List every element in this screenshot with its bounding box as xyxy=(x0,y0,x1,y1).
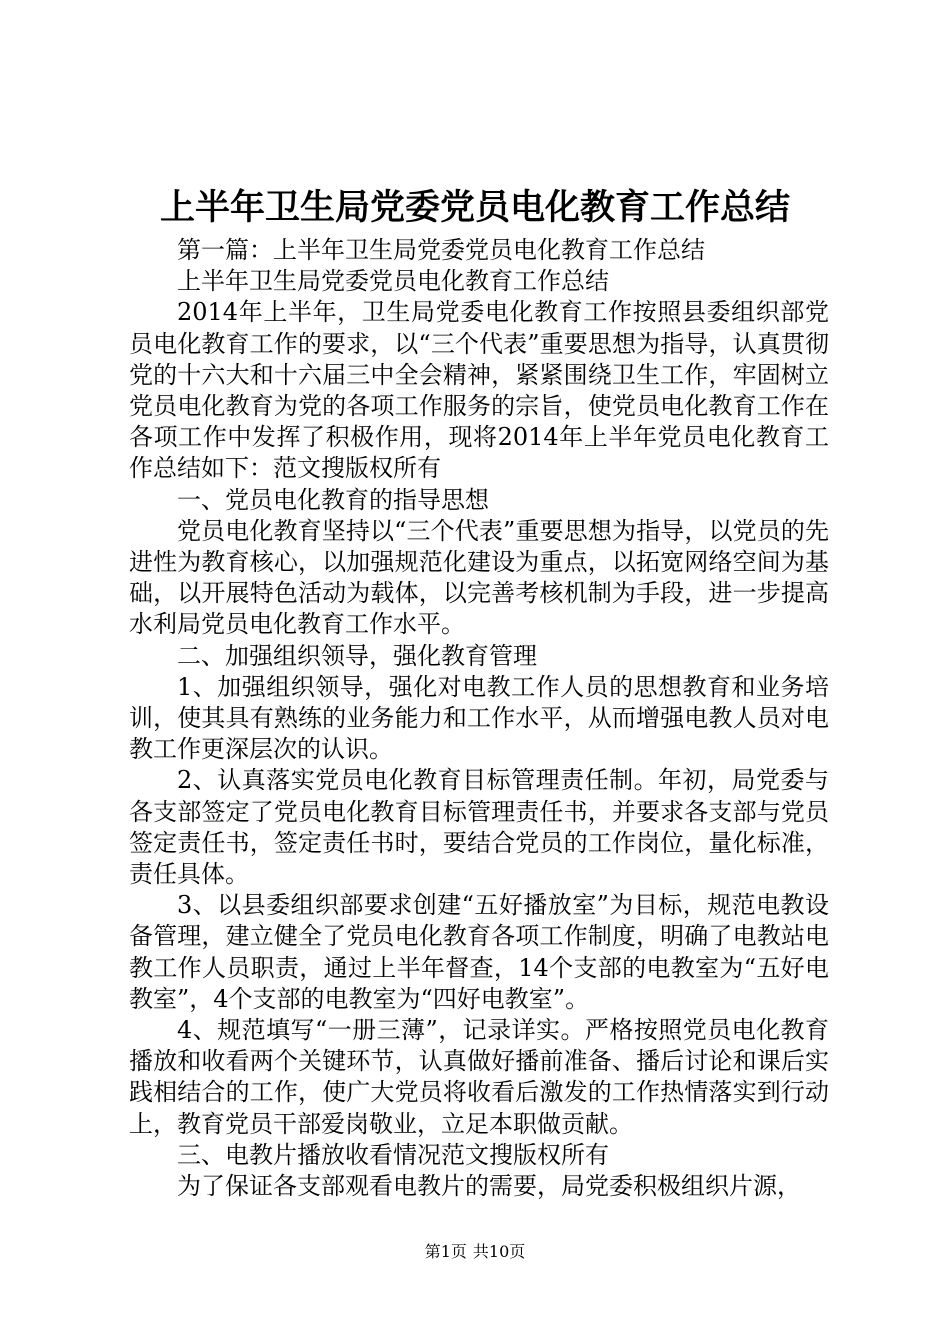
paragraph-guiding-thought: 党员电化教育坚持以“三个代表”重要思想为指导，以党员的先进性为教育核心，以加强规范化建设为重点，以拓宽网络空间为基础，以开展特色活动为载体，以完善考核机制为手段，进一步提高水利局党员电化教育工作水平。 xyxy=(129,516,829,639)
section-heading-2: 二、加强组织领导，强化教育管理 xyxy=(177,641,537,670)
page-number: 第1页 xyxy=(424,1242,467,1261)
document-body xyxy=(129,235,829,1202)
paragraph-subtitle: 上半年卫生局党委党员电化教育工作总结 xyxy=(177,267,609,296)
paragraph-intro: 2014年上半年，卫生局党委电化教育工作按照县委组织部党员电化教育工作的要求，以“三个代表”重要思想为指导，认真贯彻党的十六大和十六届三中全会精神，紧紧围绕卫生工作，牢固树立党员电化教育为党的各项工作服务的宗旨，使党员电化教育工作在各项工作中发挥了积极作用，现将2014年上半年党员电化教育工作总结如下：范文搜版权所有 xyxy=(129,298,829,483)
paragraph-item-2: 2、认真落实党员电化教育目标管理责任制。年初，局党委与各支部签定了党员电化教育目标管理责任书，并要求各支部与党员签定责任书，签定责任书时，要结合党员的工作岗位，量化标准，责任具体。 xyxy=(129,766,829,889)
paragraph-item-3: 3、以县委组织部要求创建“五好播放室”为目标，规范电教设备管理，建立健全了党员电化教育各项工作制度，明确了电教站电教工作人员职责，通过上半年督查，14个支部的电教室为“五好电教室”，4个支部的电教室为“四好电教室”。 xyxy=(129,891,829,1013)
paragraph-item-4: 4、规范填写“一册三薄”，记录详实。严格按照党员电化教育播放和收看两个关键环节，认真做好播前准备、播后讨论和课后实践相结合的工作，使广大党员将收看后激发的工作热情落实到行动上，教育党员干部爱岗敬业，立足本职做贡献。 xyxy=(129,1016,829,1138)
page-footer xyxy=(0,1242,950,1262)
paragraph-item-1: 1、加强组织领导，强化对电教工作人员的思想教育和业务培训，使其具有熟练的业务能力和工作水平，从而增强电教人员对电教工作更深层次的认识。 xyxy=(129,672,829,764)
section-heading-3: 三、电教片播放收看情况范文搜版权所有 xyxy=(177,1140,609,1169)
paragraph-chapter-heading: 第一篇：上半年卫生局党委党员电化教育工作总结 xyxy=(177,236,705,264)
paragraph-screening: 为了保证各支部观看电教片的需要，局党委积极组织片源， xyxy=(177,1172,801,1201)
section-heading-1: 一、党员电化教育的指导思想 xyxy=(177,485,489,514)
document-title: 上半年卫生局党委党员电化教育工作总结 xyxy=(159,187,790,228)
page-total: 共10页 xyxy=(472,1242,526,1261)
